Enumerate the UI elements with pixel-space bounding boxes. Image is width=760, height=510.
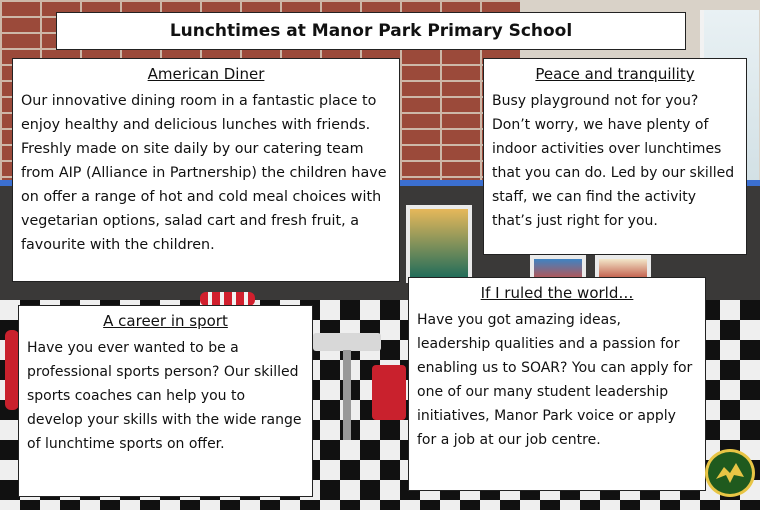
diner-table: [313, 333, 381, 351]
card-heading: A career in sport: [103, 312, 228, 330]
card-heading: If I ruled the world…: [480, 284, 634, 302]
card-body: Our innovative dining room in a fantastic place to enjoy healthy and delicious lunches with friends. Freshly made on site daily by our catering team from AIP (Alliance in Partnership) the children have on offer a range of hot and cold meal choices with vegetarian options, salad cart and fresh fruit, a favourite with the children.: [21, 93, 387, 253]
card-career-in-sport: [18, 305, 313, 497]
table-leg: [343, 350, 351, 440]
card-body: Busy playground not for you? Don’t worry, we have plenty of indoor activities over lunchtimes that you can do. Led by our skilled staff, we can find the activity that’s just right for you.: [492, 93, 735, 229]
card-if-i-ruled-the-world: [408, 277, 706, 491]
red-booth: [372, 365, 406, 420]
card-body: Have you got amazing ideas, leadership qualities and a passion for enabling us to SOAR? You can apply for one of our many student leadership initiatives, Manor Park voice or apply for a job at our job centre.: [417, 312, 693, 448]
red-seat: [5, 330, 19, 410]
card-heading: American Diner: [147, 65, 265, 83]
card-american-diner: [12, 58, 400, 282]
card-body: Have you ever wanted to be a professional sports person? Our skilled sports coaches can help you to develop your skills with the wide range of lunchtime sports on offer.: [27, 340, 302, 452]
poster-monaco: [406, 205, 472, 283]
page-title-box: [56, 12, 686, 50]
page-title: Lunchtimes at Manor Park Primary School: [169, 21, 573, 41]
card-peace-and-tranquility: [483, 58, 747, 255]
school-crest-icon: [705, 449, 755, 497]
crest-bird-icon: [714, 459, 746, 487]
bar-stool: [200, 292, 255, 306]
card-heading: Peace and tranquility: [535, 65, 695, 83]
